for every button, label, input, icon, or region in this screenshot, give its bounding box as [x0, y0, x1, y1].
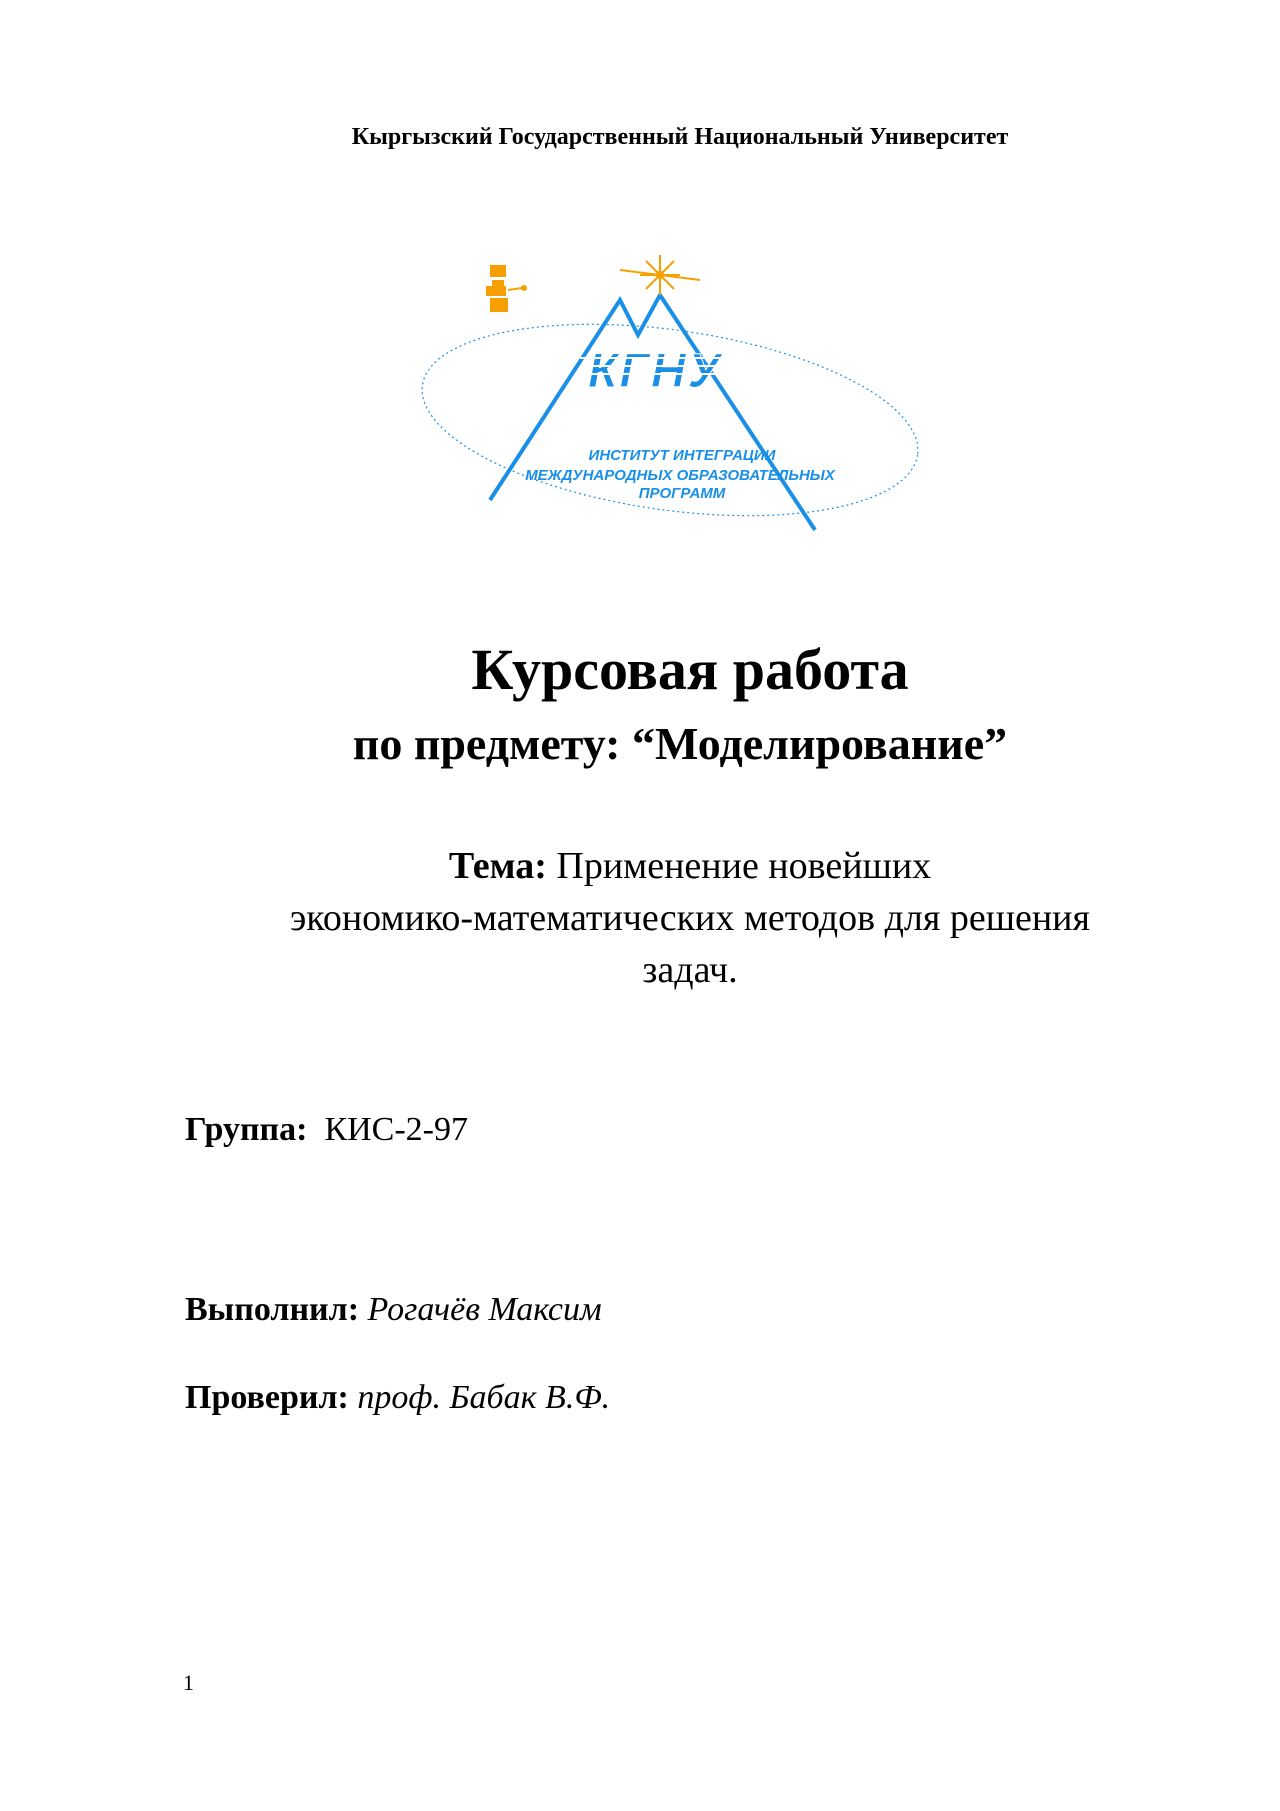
university-logo	[420, 250, 940, 580]
page-number: 1	[183, 1670, 194, 1695]
author-label: Выполнил:	[185, 1291, 360, 1328]
university-name: Кыргызский Государственный Национальный Университет	[351, 124, 1009, 150]
logo-caption-1: ИНСТИТУТ ИНТЕГРАЦИИ	[588, 447, 776, 464]
author-value: Рогачёв Максим	[367, 1291, 602, 1328]
group-field	[185, 1110, 468, 1150]
reviewer-label: Проверил:	[185, 1379, 349, 1416]
author-field	[185, 1290, 602, 1330]
reviewer-value: проф. Бабак В.Ф.	[357, 1379, 611, 1416]
topic-label: Тема:	[448, 845, 547, 887]
logo-caption-2: МЕЖДУНАРОДНЫХ ОБРАЗОВАТЕЛЬНЫХ	[525, 467, 835, 484]
document-subject: по предмету: “Моделирование”	[352, 718, 1008, 769]
orbit-ellipse	[420, 296, 930, 544]
logo-abbr: КГНУ	[588, 345, 723, 398]
topic-line-2: экономико-математических методов для решения	[290, 897, 1090, 939]
logo-caption-3: ПРОГРАММ	[638, 485, 726, 502]
satellite-icon	[486, 265, 527, 312]
document-title: Курсовая работа	[471, 637, 909, 702]
reviewer-field	[185, 1378, 610, 1418]
topic-block	[200, 840, 1180, 996]
topic-line-3: задач.	[642, 949, 738, 991]
topic-line-1	[200, 840, 1180, 892]
group-label: Группа:	[185, 1111, 308, 1148]
topic-text-1: Применение новейших	[556, 845, 932, 887]
group-value: КИС-2-97	[324, 1111, 469, 1148]
